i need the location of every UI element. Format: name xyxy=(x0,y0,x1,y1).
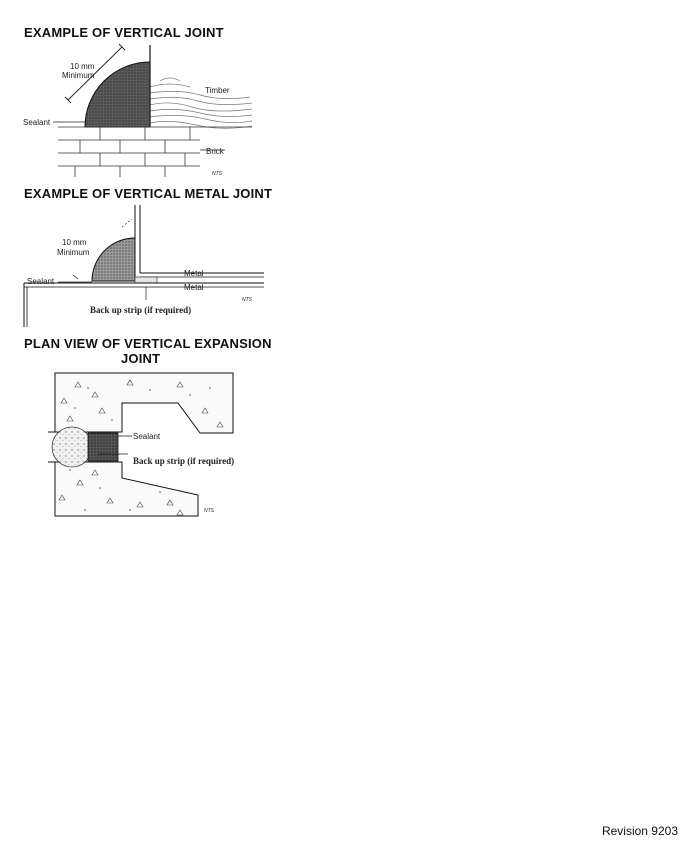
backup-rod xyxy=(52,427,92,467)
sealant-fill xyxy=(88,433,118,461)
diagram-vertical-metal-joint xyxy=(20,205,268,330)
diagram-plan-view-expansion-joint xyxy=(40,370,270,520)
sealant-label: Sealant xyxy=(23,118,51,127)
heading-plan-view-line1: PLAN VIEW OF VERTICAL EXPANSION xyxy=(24,336,272,351)
backup-strip xyxy=(135,277,157,283)
dim-word: Minimum xyxy=(62,71,95,80)
upper-slab xyxy=(55,373,233,433)
revision-number: Revision 9203 xyxy=(601,824,678,838)
sealant-bead xyxy=(92,238,135,281)
metal-label-top: Metal xyxy=(184,269,204,278)
backup-label: Back up strip (if required) xyxy=(133,456,235,466)
dim-value: 10 mm xyxy=(62,238,87,247)
dim-word: Minimum xyxy=(57,248,90,257)
brick-label: Brick xyxy=(206,147,224,156)
dim-value: 10 mm xyxy=(70,62,95,71)
nts-label: NTS xyxy=(242,297,252,303)
metal-label-bottom: Metal xyxy=(184,283,204,292)
timber-grain xyxy=(150,78,252,128)
timber-label: Timber xyxy=(205,86,230,95)
nts-label: NTS xyxy=(212,171,222,177)
backup-label: Back up strip (if required) xyxy=(90,305,192,315)
heading-plan-view-line2: JOINT xyxy=(121,351,161,366)
sealant-label: Sealant xyxy=(133,432,161,441)
heading-vertical-metal-joint: EXAMPLE OF VERTICAL METAL JOINT xyxy=(24,186,273,201)
sealant-bead xyxy=(85,62,150,127)
heading-vertical-joint: EXAMPLE OF VERTICAL JOINT xyxy=(24,25,224,40)
lower-slab xyxy=(55,462,198,516)
nts-label: NTS xyxy=(204,508,214,514)
sealant-label: Sealant xyxy=(27,277,55,286)
diagram-vertical-joint xyxy=(20,45,260,180)
